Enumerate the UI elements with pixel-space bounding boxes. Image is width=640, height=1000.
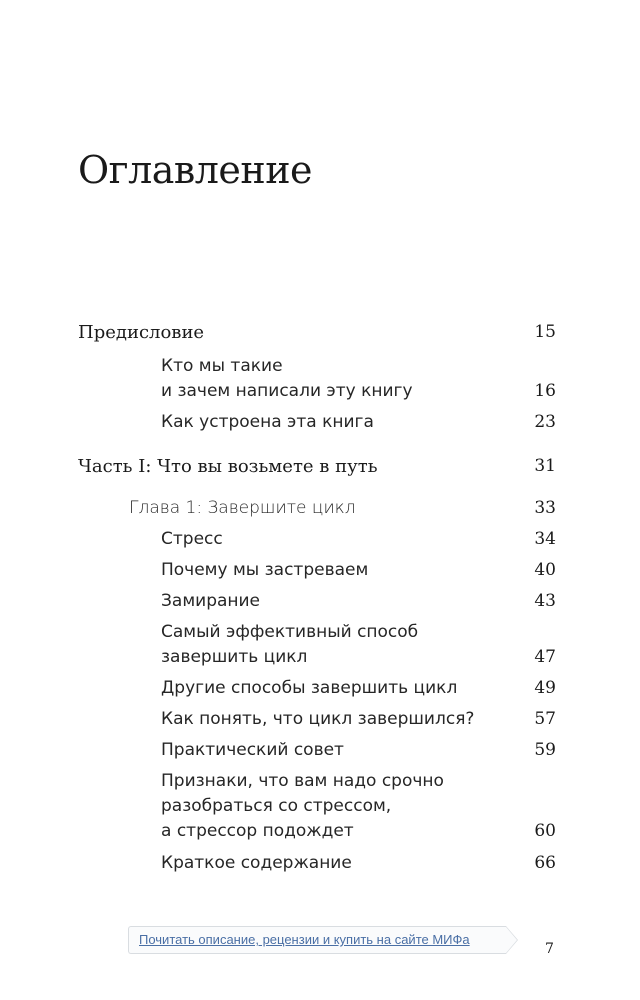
toc-entry-page: 34 <box>534 529 556 549</box>
toc-entry-label-line: Кто мы такие <box>161 356 283 376</box>
toc-entry <box>161 676 556 701</box>
toc-entry <box>161 410 556 435</box>
toc-entry <box>161 707 556 732</box>
toc-entry-preface <box>78 320 556 345</box>
toc-entry-page: 15 <box>534 322 556 342</box>
toc-entry-page: 59 <box>534 740 556 760</box>
toc-entry-page: 33 <box>534 498 556 518</box>
toc-entry-page: 16 <box>534 381 556 401</box>
toc-entry-label: Часть I: Что вы возьмете в путь <box>78 456 378 477</box>
toc-entry-label-line: завершить цикл <box>161 647 308 667</box>
toc-entry-label-line: Самый эффективный способ <box>161 622 419 642</box>
page-title: Оглавление <box>78 148 313 192</box>
toc-entry-page: 31 <box>534 456 556 476</box>
toc-entry-label: Практический совет <box>161 740 344 760</box>
toc-entry <box>161 527 556 552</box>
toc-entry-page: 57 <box>534 709 556 729</box>
page-number: 7 <box>545 941 554 957</box>
toc-entry-page: 66 <box>534 853 556 873</box>
toc-entry <box>161 851 556 876</box>
toc-entry-page: 60 <box>534 821 556 841</box>
toc-entry <box>161 620 556 670</box>
toc-entry-label: Как устроена эта книга <box>161 412 374 432</box>
toc-entry-label: Стресс <box>161 529 223 549</box>
toc-entry-page: 23 <box>534 412 556 432</box>
toc-entry <box>161 769 556 844</box>
toc-entry <box>161 589 556 614</box>
toc-entry-label-line: а стрессор подождет <box>161 821 354 841</box>
toc-entry-part-1 <box>78 454 556 479</box>
toc-entry-label: Предисловие <box>78 322 205 343</box>
toc-entry-label: Почему мы застреваем <box>161 560 369 580</box>
promo-link[interactable]: Почитать описание, рецензии и купить на сайте МИФа <box>139 932 470 947</box>
toc-entry-page: 49 <box>534 678 556 698</box>
toc-entry-page: 43 <box>534 591 556 611</box>
toc-entry <box>161 558 556 583</box>
toc-entry-label-line: разобраться со стрессом, <box>161 796 392 816</box>
promo-banner <box>128 926 506 954</box>
toc-entry-page: 47 <box>534 647 556 667</box>
toc-entry-label: Краткое содержание <box>161 853 352 873</box>
toc-entry-chapter-1 <box>129 496 556 521</box>
toc-entry-label: Как понять, что цикл завершился? <box>161 709 475 729</box>
toc-entry-page: 40 <box>534 560 556 580</box>
toc-entry-label: Замирание <box>161 591 261 611</box>
toc-entry <box>161 354 556 404</box>
toc-entry-label: Другие способы завершить цикл <box>161 678 458 698</box>
toc-entry <box>161 738 556 763</box>
toc-entry-label: Глава 1: Завершите цикл <box>129 498 356 518</box>
toc-entry-label-line: и зачем написали эту книгу <box>161 381 413 401</box>
toc-entry-label-line: Признаки, что вам надо срочно <box>161 771 444 791</box>
